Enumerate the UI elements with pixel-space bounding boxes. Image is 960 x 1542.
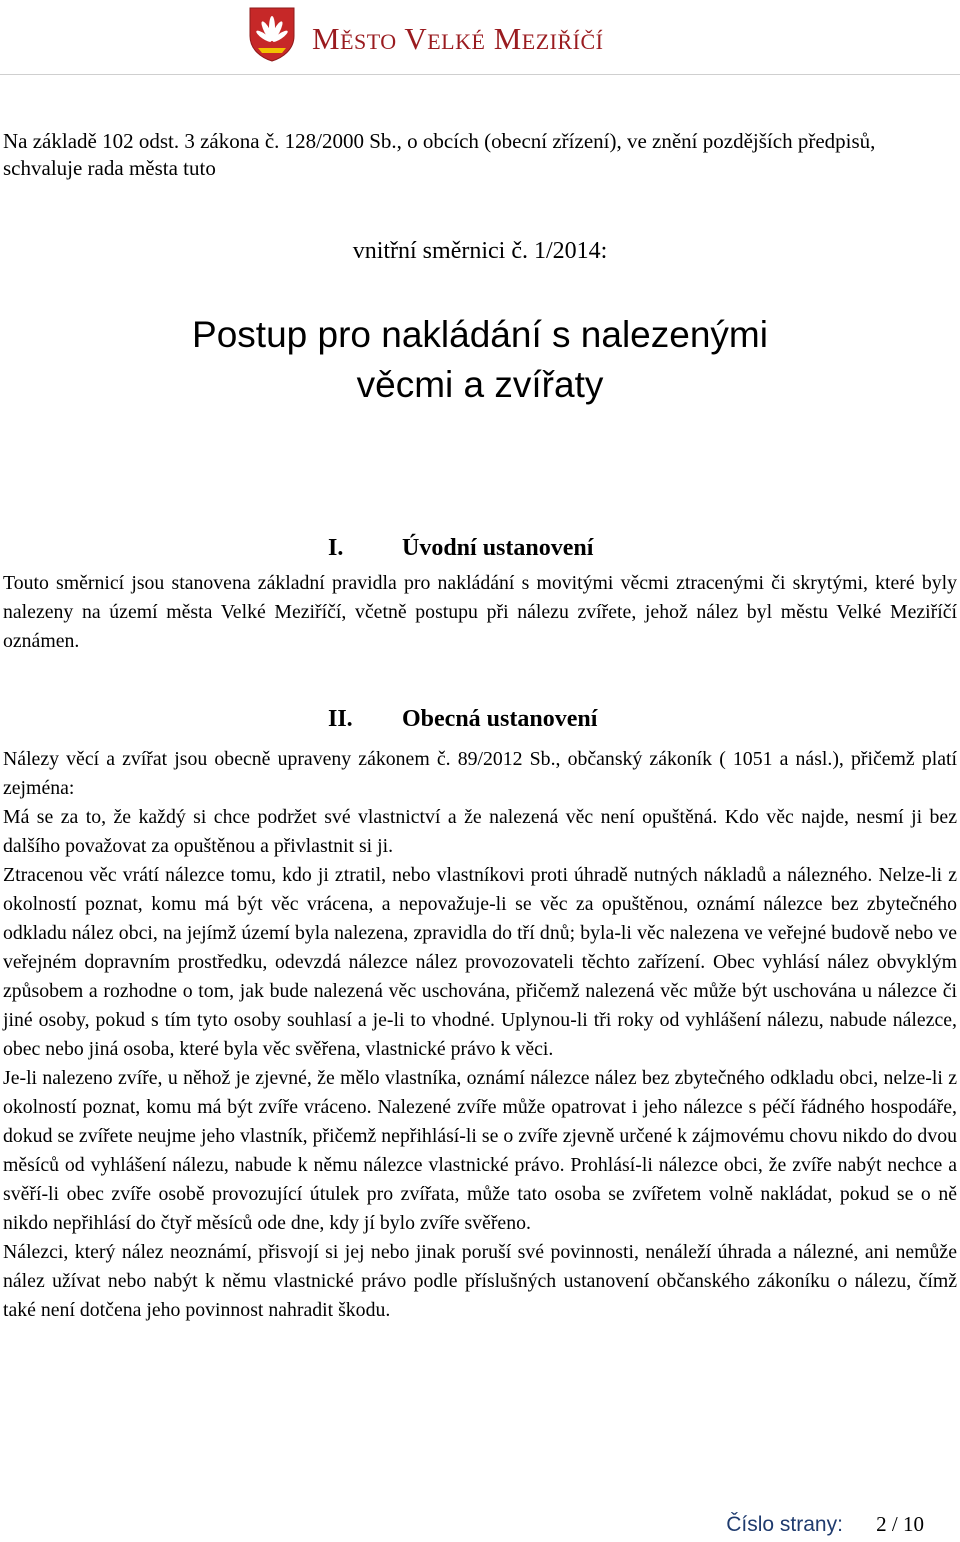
paragraph: Ztracenou věc vrátí nálezce tomu, kdo ji ztratil, nebo vlastníkovi proti úhradě nutných nákladů a nálezného. Nelze-li z okolností poznat, komu má být věc vrácena, a nepovažuje-li se věc za opuštěnou, oznámí nálezce bez zbytečného odkladu nález obci, na jejímž území byla nalezena, zpravidla do tří dnů; byla-li věc nalezena ve veřejné budově nebo ve veřejném dopravním prostředku, odevzdá nálezce nález provozovateli těchto zařízení. Obec vyhlásí nález obvyklým způsobem a rozhodne o tom, jak bude nalezená věc uschována, přičemž nalezená věc může být uschována u nálezce či jiné osoby, pokud s tím tyto osoby souhlasí a je-li to vhodné. Uplynou-li tři roky od vyhlášení nálezu, nabude nálezce, obec nebo jiná osoba, které byla věc svěřena, vlastnické právo k věci. <box>3 864 957 1060</box>
section-title: Úvodní ustanovení <box>402 535 594 561</box>
section-title: Obecná ustanovení <box>402 706 598 732</box>
section-1-text: Touto směrnicí jsou stanovena základní pravidla pro nakládání s movitými věcmi ztracenými či skrytými, které byly nalezeny na území města Velké Meziříčí, včetně postupu při nálezu zvířete, jehož nález byl městu Velké Meziříčí oznámen. <box>3 572 957 652</box>
document-title-line-1: Postup pro nakládání s nalezenými <box>192 314 768 355</box>
section-2-body <box>3 745 957 1325</box>
section-number: I. <box>328 535 344 561</box>
paragraph: Nálezy věcí a zvířat jsou obecně upraveny zákonem č. 89/2012 Sb., občanský zákoník ( 1051 a násl.), přičemž platí zejména: <box>3 748 957 799</box>
document-type: vnitřní směrnici č. 1/2014: <box>352 238 608 264</box>
paragraph: Má se za to, že každý si chce podržet své vlastnictví a že nalezená věc není opuštěná. Kdo věc najde, nesmí ji bez dalšího považovat za opuštěnou a přivlastnit si ji. <box>3 806 957 857</box>
preamble: Na základě 102 odst. 3 zákona č. 128/2000 Sb., o obcích (obecní zřízení), ve znění pozdějších předpisů, schvaluje rada města tuto <box>3 129 876 180</box>
document-title-line-2: věcmi a zvířaty <box>356 364 604 405</box>
page-number: 2 / 10 <box>876 1512 924 1536</box>
section-number: II. <box>328 706 353 732</box>
header-divider <box>0 74 960 75</box>
town-name: Město Velké Meziříčí <box>312 21 604 56</box>
paragraph: Nálezci, který nález neoznámí, přisvojí si jej nebo jinak poruší své povinnosti, nenáleží úhrada a nálezné, ani nemůže nález užívat nebo nabýt k němu vlastnické právo podle příslušných ustanovení občanského zákoníku o nálezu, čímž také není dotčena jeho povinnost nahradit škodu. <box>3 1241 957 1321</box>
page-number-label: Číslo strany: <box>726 1513 843 1536</box>
town-crest-icon <box>248 6 296 62</box>
page-footer <box>726 1512 924 1537</box>
document-title <box>0 310 960 410</box>
paragraph: Je-li nalezeno zvíře, u něhož je zjevné, že mělo vlastníka, oznámí nálezce nález bez zbytečného odkladu obci, nelze-li z okolností poznat, komu má být zvíře vráceno. Nalezené zvíře může opatrovat i jeho nálezce s péčí řádného hospodáře, dokud se zvířete neujme jeho vlastník, přičemž nepřihlásí-li se o zvíře zjevně určené k zájmovému chovu nikdo do dvou měsíců od vyhlášení nálezu, nabude k němu nálezce vlastnické právo. Prohlásí-li nálezce obci, že zvíře nabýt nechce a svěří-li obec zvíře osobě provozující útulek pro zvířata, může tato osoba se zvířetem volně nakládat, pokud se o ně nikdo nepřihlásí do čtyř měsíců ode dne, kdy jí bylo zvíře svěřeno. <box>3 1067 957 1234</box>
